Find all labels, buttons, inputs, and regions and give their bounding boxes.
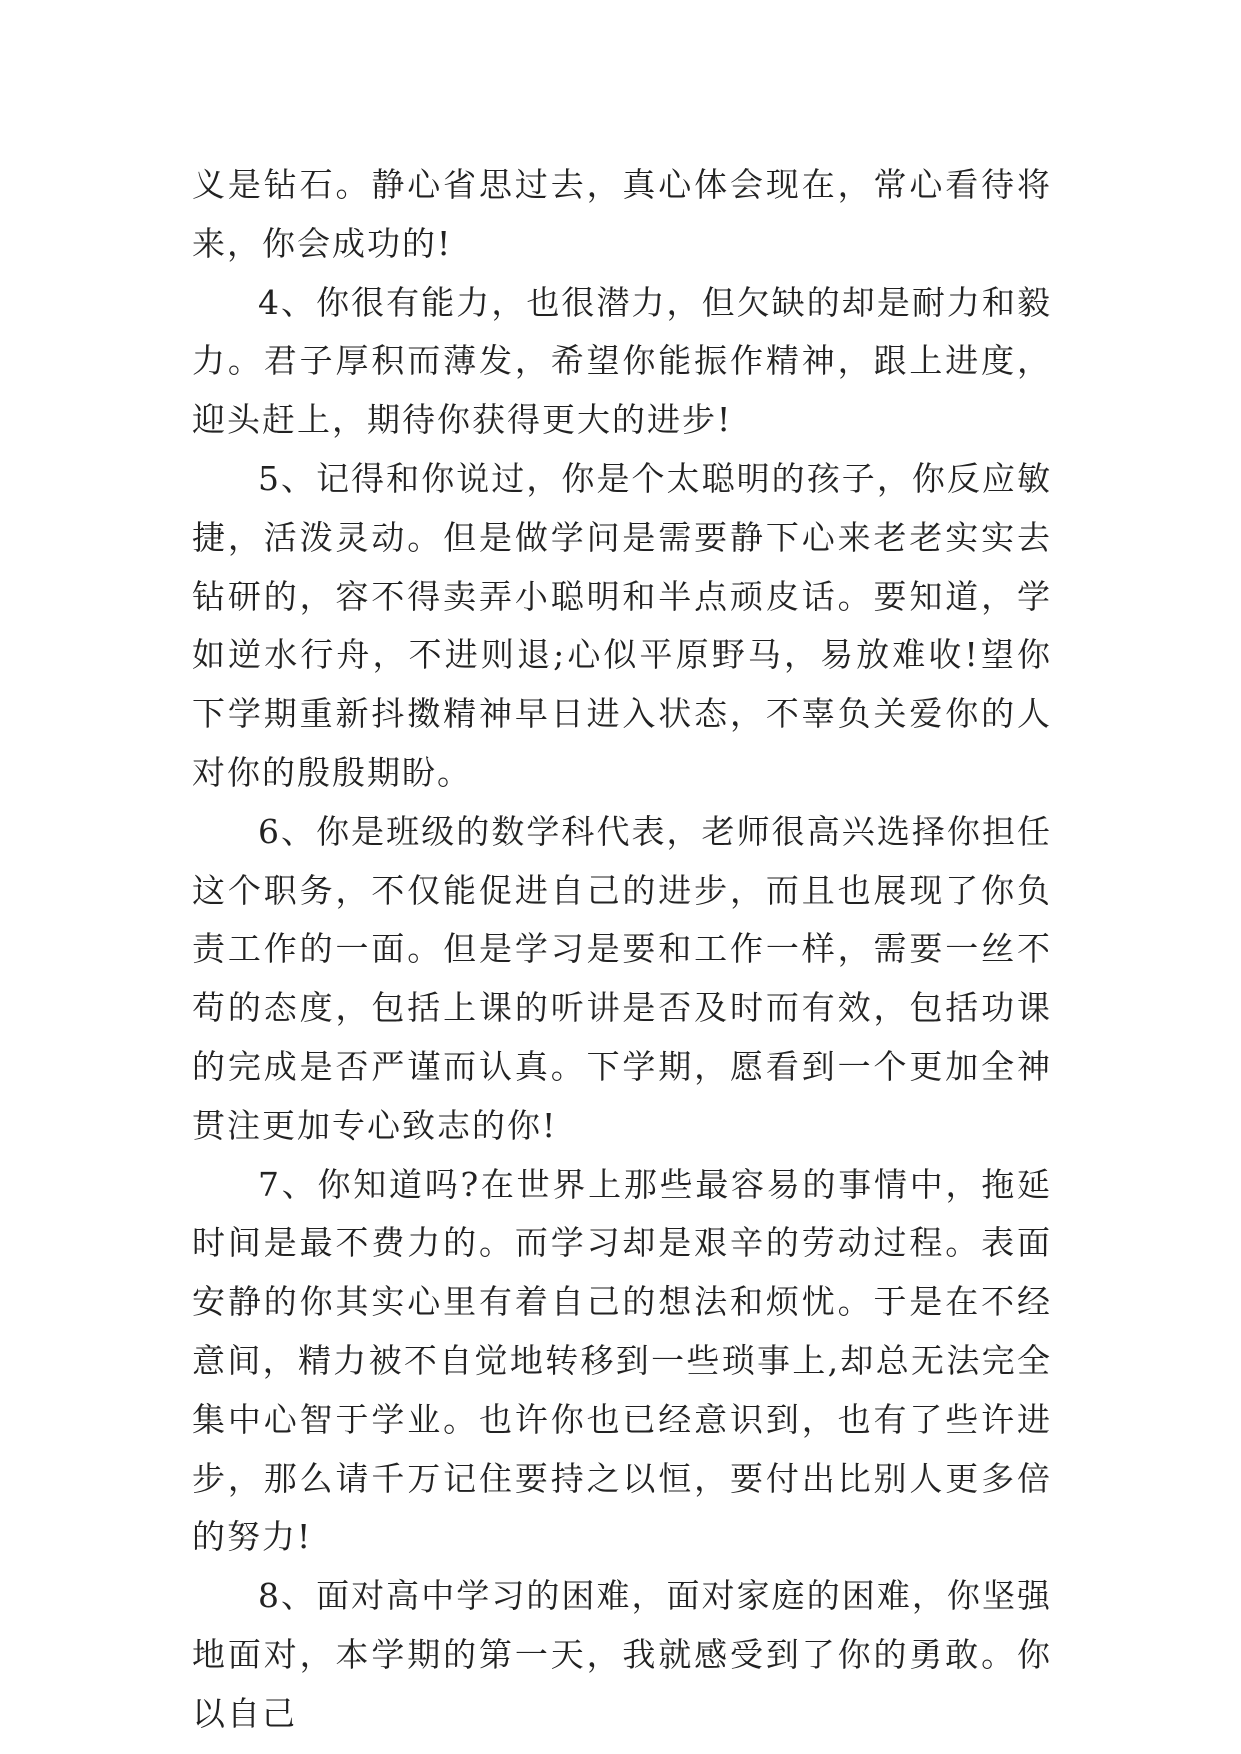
- document-body: [192, 156, 1052, 1744]
- paragraph-item-4: 4、你很有能力，也很潜力，但欠缺的却是耐力和毅力。君子厚积而薄发，希望你能振作精神，跟上进度，迎头赶上，期待你获得更大的进步!: [192, 282, 1052, 440]
- paragraph-item-8: 8、面对高中学习的困难，面对家庭的困难，你坚强地面对，本学期的第一天，我就感受到了你的勇敢。你以自己: [192, 1576, 1052, 1733]
- paragraph-continued: 义是钻石。静心省思过去，真心体会现在，常心看待将来，你会成功的!: [192, 165, 1052, 263]
- paragraph-item-5: 5、记得和你说过，你是个太聪明的孩子，你反应敏捷，活泼灵动。但是做学问是需要静下心来老老实实去钻研的，容不得卖弄小聪明和半点顽皮话。要知道，学如逆水行舟，不进则退;心似平原野马，易放难收!望你下学期重新抖擞精神早日进入状态，不辜负关爱你的人对你的殷殷期盼。: [192, 458, 1052, 792]
- paragraph-item-7: 7、你知道吗?在世界上那些最容易的事情中，拖延时间是最不费力的。而学习却是艰辛的劳动过程。表面安静的你其实心里有着自己的想法和烦忧。于是在不经意间，精力被不自觉地转移到一些琐事上,却总无法完全集中心智于学业。也许你也已经意识到，也有了些许进步，那么请千万记住要持之以恒，要付出比别人更多倍的努力!: [192, 1164, 1052, 1557]
- paragraph-item-6: 6、你是班级的数学科代表，老师很高兴选择你担任这个职务，不仅能促进自己的进步，而且也展现了你负责工作的一面。但是学习是要和工作一样，需要一丝不苟的态度，包括上课的听讲是否及时而有效，包括功课的完成是否严谨而认真。下学期，愿看到一个更加全神贯注更加专心致志的你!: [192, 811, 1052, 1145]
